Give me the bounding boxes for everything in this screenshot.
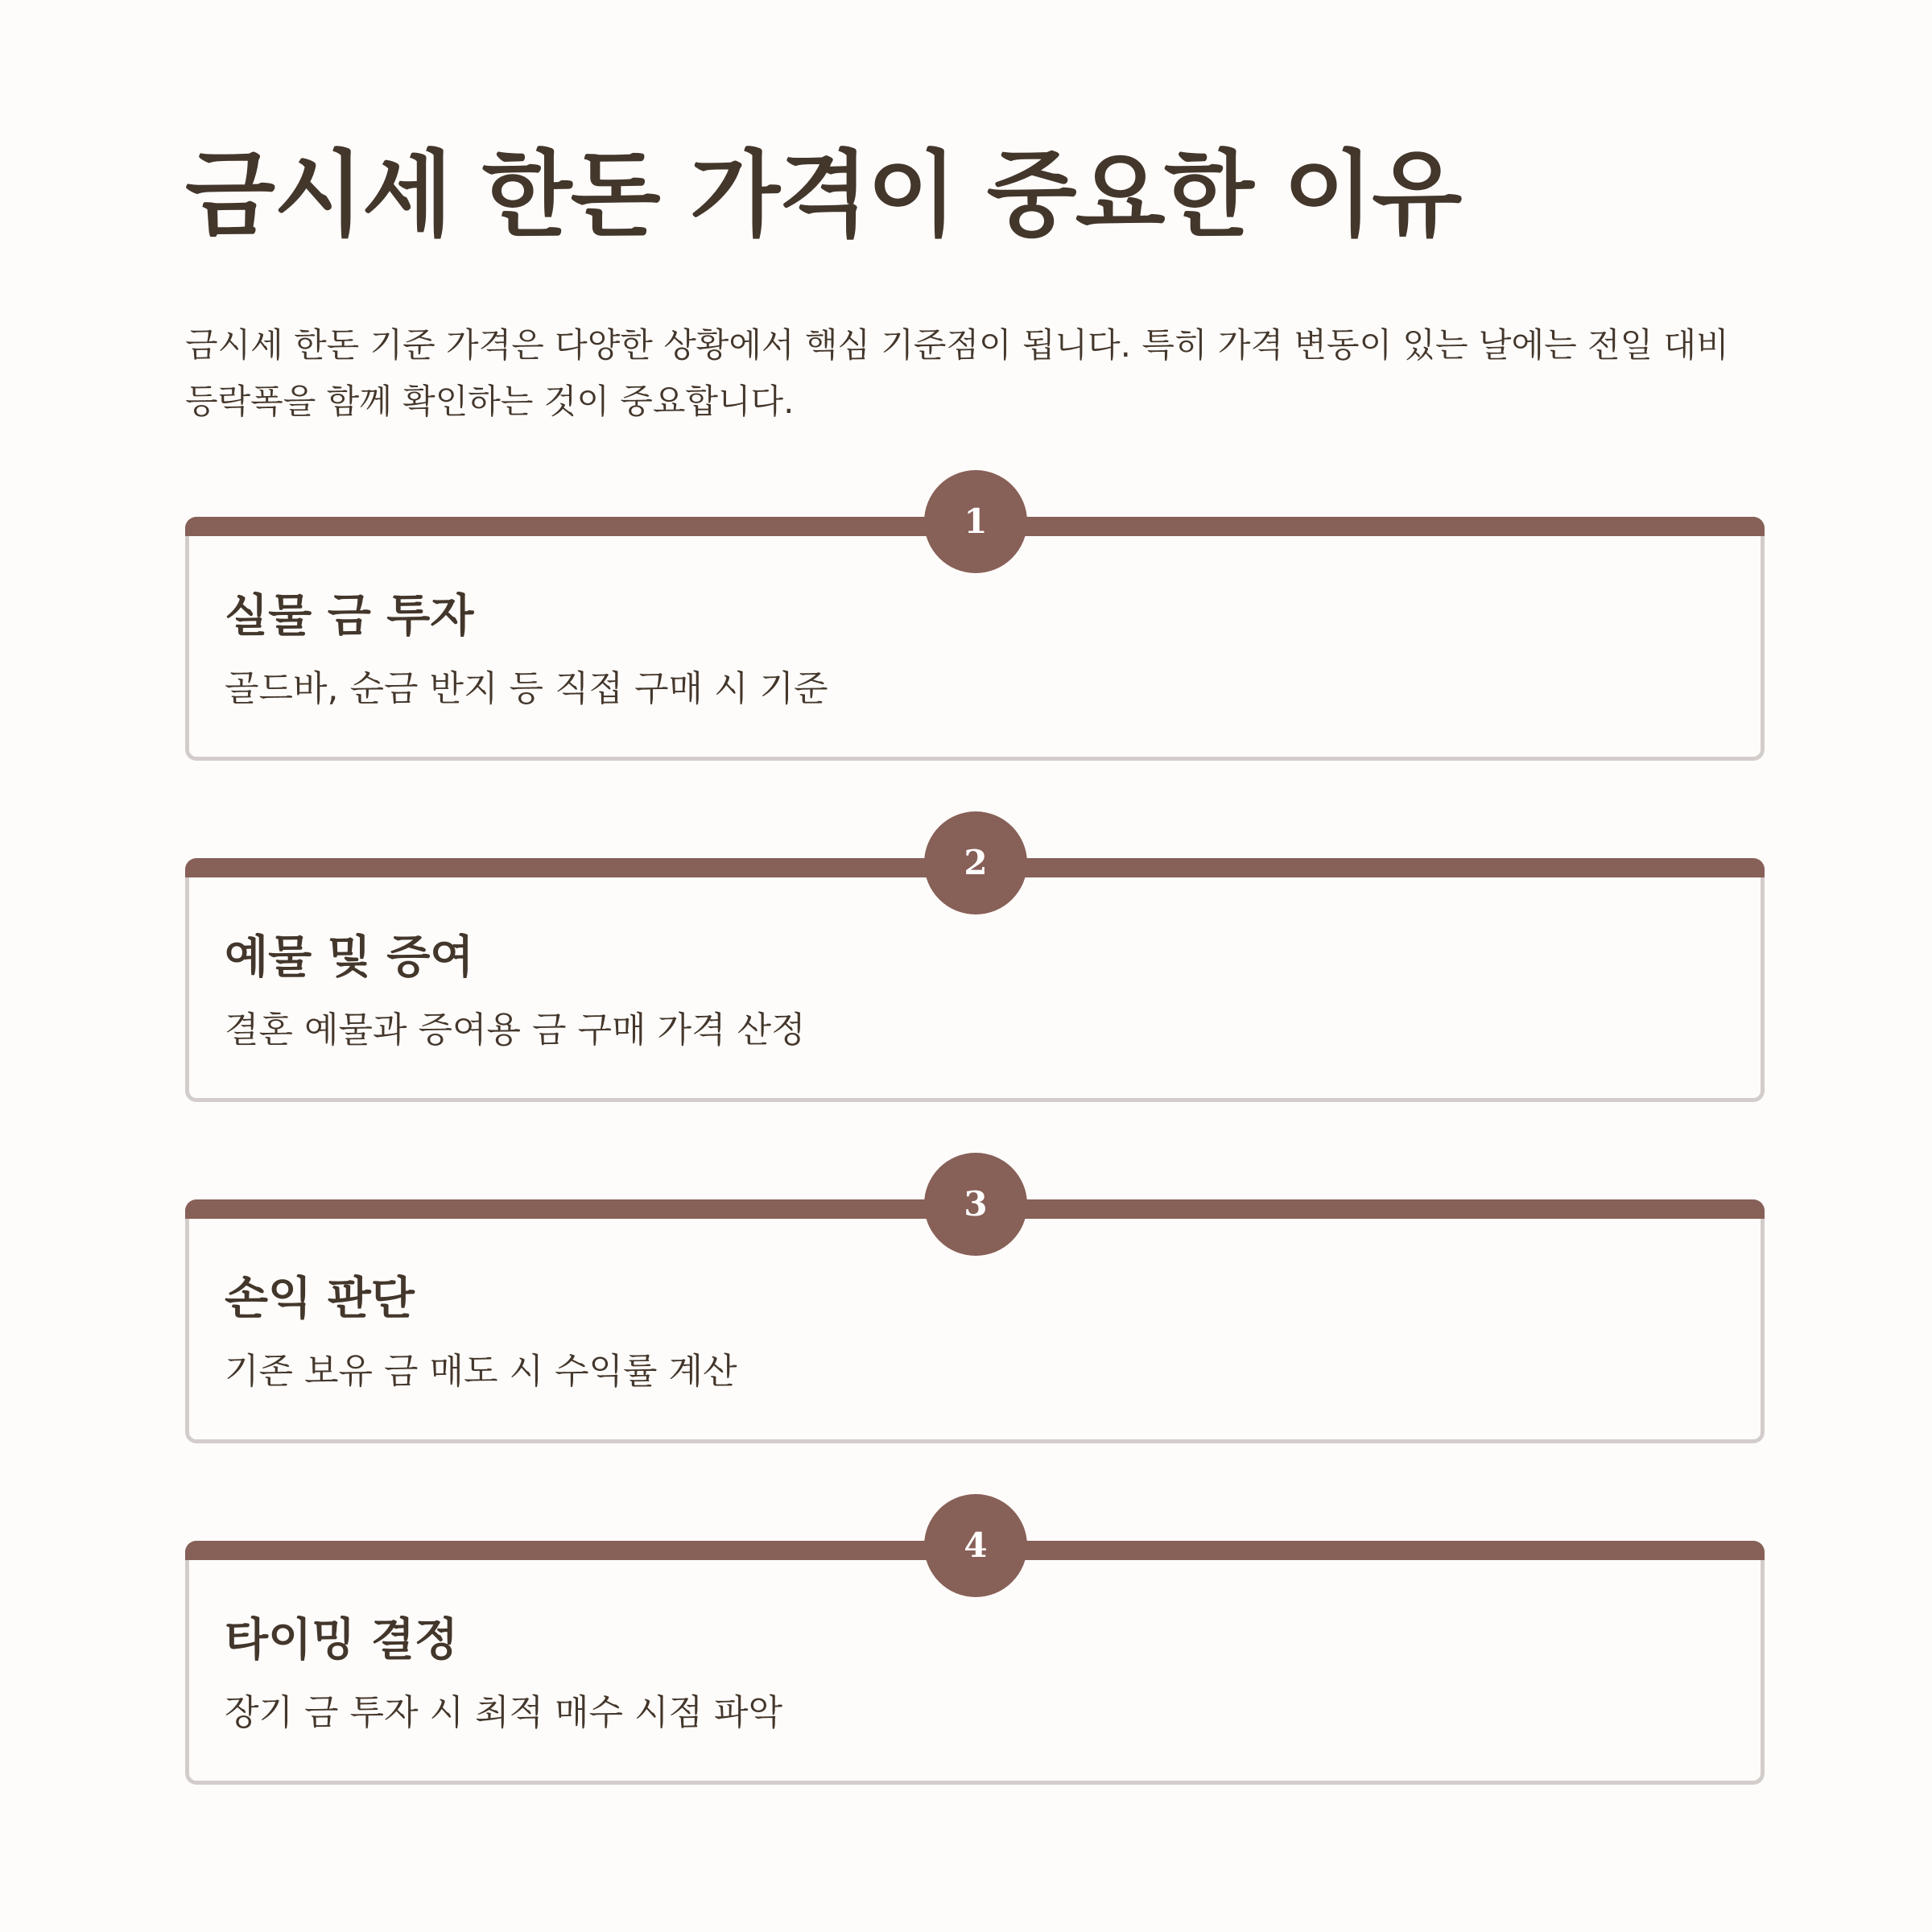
reason-card-3 xyxy=(185,1184,1765,1443)
card-title: 타이밍 결정 xyxy=(225,1614,458,1666)
page-title: 금시세 한돈 가격이 중요한 이유 xyxy=(185,141,1461,250)
card-title: 예물 및 증여 xyxy=(225,931,474,984)
step-number-badge: 3 xyxy=(924,1153,1027,1256)
step-number-badge: 1 xyxy=(924,470,1027,573)
card-description: 장기 금 투자 시 최적 매수 시점 파악 xyxy=(225,1692,782,1733)
step-number-badge: 4 xyxy=(924,1494,1027,1597)
card-title: 실물 금 투자 xyxy=(225,590,474,642)
card-description: 기존 보유 금 매도 시 수익률 계산 xyxy=(225,1351,737,1392)
card-title: 손익 판단 xyxy=(225,1273,415,1325)
reason-card-4 xyxy=(185,1525,1765,1785)
card-description: 결혼 예물과 증여용 금 구매 가격 산정 xyxy=(225,1009,806,1051)
step-number-badge: 2 xyxy=(924,811,1027,914)
intro-paragraph: 금시세 한돈 기준 가격은 다양한 상황에서 핵심 기준점이 됩니다. 특히 가격 변동이 있는 날에는 전일 대비 등락폭을 함께 확인하는 것이 중요합니다. xyxy=(185,325,1729,421)
card-description: 골드바, 순금 반지 등 직접 구매 시 기준 xyxy=(225,668,828,709)
reason-card-2 xyxy=(185,843,1765,1102)
reason-card-1 xyxy=(185,502,1765,761)
